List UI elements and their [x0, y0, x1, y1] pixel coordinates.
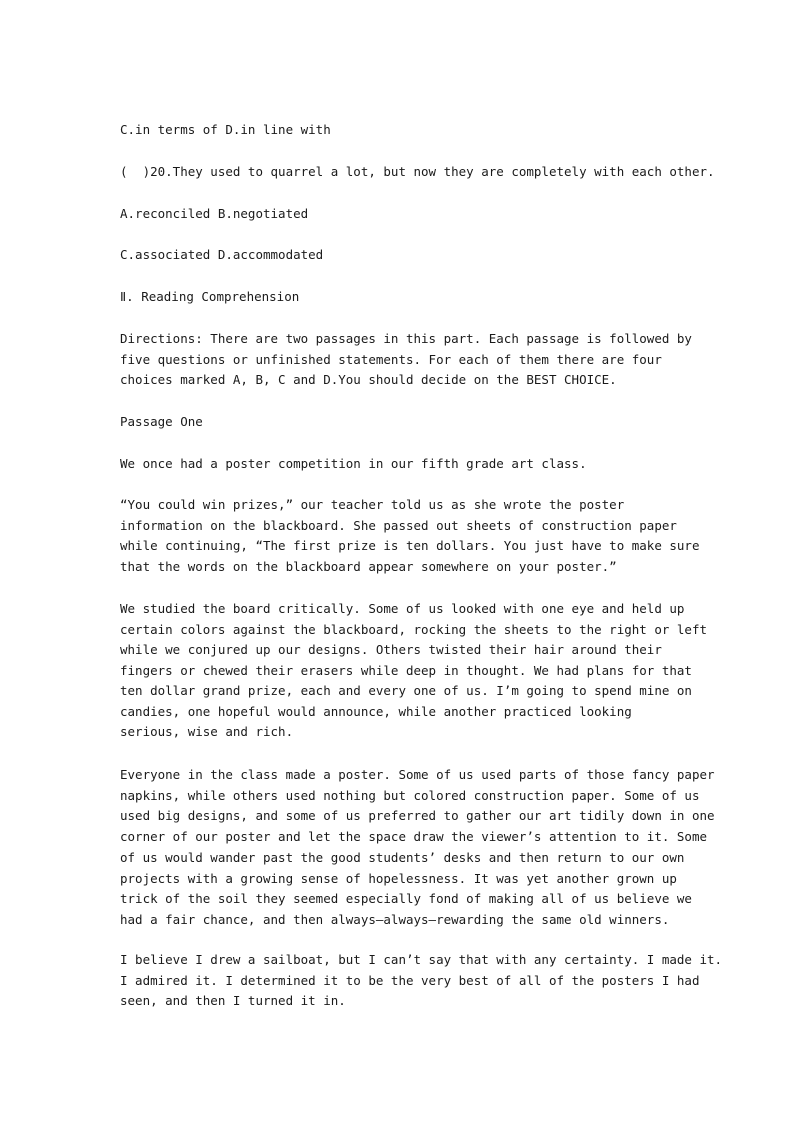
text-line: of us would wander past the good students’ desks and then return to our own	[120, 849, 685, 865]
text-line: that the words on the blackboard appear somewhere on your poster.”	[120, 559, 617, 575]
text-line: napkins, while others used nothing but colored construction paper. Some of us	[120, 787, 700, 803]
text-line: Passage One	[120, 414, 203, 429]
text-line: A.reconciled B.negotiated	[120, 206, 309, 221]
text-line: fingers or chewed their erasers while deep in thought. We had plans for that	[120, 662, 692, 678]
text-line: had a fair chance, and then always—always—rewarding the same old winners.	[120, 911, 670, 927]
text-line: “You could win prizes,” our teacher told us as she wrote the poster	[120, 497, 625, 512]
text-line: projects with a growing sense of hopelessness. It was yet another grown up	[120, 870, 677, 886]
text-line: ten dollar grand prize, each and every one of us. I’m going to spend mine on	[120, 683, 692, 698]
text-line: five questions or unfinished statements. For each of them there are four	[120, 351, 662, 367]
text-line: while we conjured up our designs. Others twisted their hair around their	[120, 642, 662, 657]
text-line: certain colors against the blackboard, rocking the sheets to the right or left	[120, 621, 707, 637]
text-line: seen, and then I turned it in.	[120, 993, 346, 1009]
text-line: C.in terms of D.in line with	[120, 122, 331, 137]
text-line: while continuing, “The first prize is ten dollars. You just have to make sure	[120, 538, 700, 554]
text-line: trick of the soil they seemed especially fond of making all of us believe we	[120, 891, 692, 907]
text-line: I believe I drew a sailboat, but I can’t say that with any certainty. I made it.	[120, 952, 723, 967]
text-line: candies, one hopeful would announce, while another practiced looking	[120, 703, 632, 719]
text-line: corner of our poster and let the space draw the viewer’s attention to it. Some	[120, 829, 707, 845]
text-line: C.associated D.accommodated	[120, 247, 324, 262]
text-line: I admired it. I determined it to be the very best of all of the posters I had	[120, 972, 700, 988]
text-line: information on the blackboard. She passed out sheets of construction paper	[120, 517, 677, 533]
text-line: We studied the board critically. Some of us looked with one eye and held up	[120, 601, 685, 616]
text-line: serious, wise and rich.	[120, 724, 294, 739]
text-line: used big designs, and some of us preferred to gather our art tidily down in one	[120, 808, 715, 824]
text-line: Ⅱ. Reading Comprehension	[120, 289, 300, 304]
text-line: Everyone in the class made a poster. Some of us used parts of those fancy paper	[120, 767, 715, 782]
text-line: We once had a poster competition in our fifth grade art class.	[120, 456, 587, 471]
text-line: Directions: There are two passages in this part. Each passage is followed by	[120, 331, 692, 346]
text-line: ( )20.They used to quarrel a lot, but now they are completely with each other.	[120, 164, 715, 179]
text-line: choices marked A, B, C and D.You should decide on the BEST CHOICE.	[120, 372, 617, 388]
